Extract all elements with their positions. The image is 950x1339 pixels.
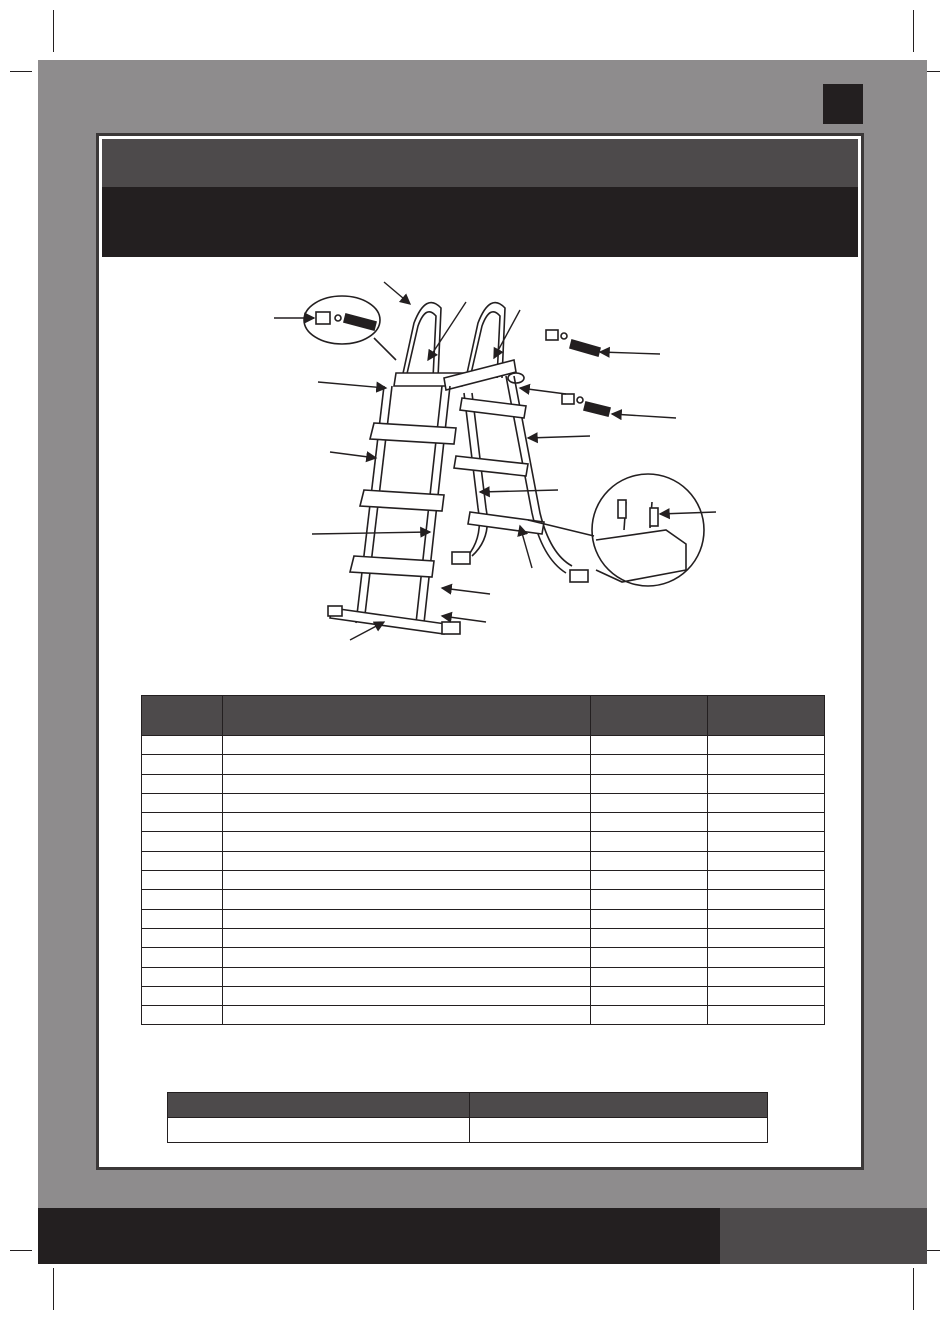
table-cell: [708, 793, 825, 812]
callout-arrow: [318, 382, 386, 388]
bolt: [570, 340, 600, 356]
table-cell: [591, 871, 708, 890]
crop-mark: [10, 1250, 32, 1251]
table-cell: [223, 871, 591, 890]
callout-arrow: [442, 588, 490, 594]
table-cell: [223, 832, 591, 851]
callout-arrow: [528, 436, 590, 438]
table-cell: [142, 736, 223, 755]
crop-mark: [53, 10, 54, 52]
table-row: [142, 793, 825, 812]
column-header: [168, 1093, 470, 1118]
ladder-parts-diagram: [266, 268, 726, 656]
crop-mark: [10, 71, 32, 72]
table-cell: [708, 832, 825, 851]
table-row: [142, 832, 825, 851]
page-number-badge: [823, 84, 863, 124]
table-cell: [142, 774, 223, 793]
table-cell: [223, 851, 591, 870]
table-cell: [708, 928, 825, 947]
crop-mark: [913, 10, 914, 52]
pin-detail-circle: [592, 474, 704, 586]
table-cell: [591, 928, 708, 947]
callout-arrow: [612, 414, 676, 418]
callout-arrow: [480, 490, 558, 492]
column-header: [223, 696, 591, 736]
column-header: [142, 696, 223, 736]
table-row: [142, 871, 825, 890]
table-row: [142, 736, 825, 755]
section-band: [102, 139, 858, 187]
bottom-stabilizer: [330, 608, 446, 634]
table-cell: [591, 909, 708, 928]
table-cell: [708, 755, 825, 774]
table-row: [142, 851, 825, 870]
column-header: [591, 696, 708, 736]
table-cell: [142, 948, 223, 967]
table-cell: [591, 813, 708, 832]
table-row: [142, 774, 825, 793]
table-cell: [708, 909, 825, 928]
crop-mark: [53, 1268, 54, 1310]
footer-bar: [38, 1208, 720, 1264]
table-cell: [591, 736, 708, 755]
table-cell: [168, 1118, 470, 1143]
step: [360, 490, 444, 511]
table-cell: [142, 832, 223, 851]
table-cell: [708, 851, 825, 870]
table-cell: [142, 967, 223, 986]
column-header: [470, 1093, 768, 1118]
model-table: [167, 1092, 768, 1143]
table-row: [142, 813, 825, 832]
table-row: [142, 928, 825, 947]
table-cell: [708, 986, 825, 1005]
table-cell: [142, 813, 223, 832]
table-cell: [142, 1006, 223, 1025]
table-cell: [223, 890, 591, 909]
table-cell: [223, 793, 591, 812]
table-cell: [591, 832, 708, 851]
table-cell: [708, 1006, 825, 1025]
table-cell: [591, 967, 708, 986]
table-cell: [142, 871, 223, 890]
section-title-band: [102, 187, 858, 257]
table-cell: [591, 948, 708, 967]
step: [370, 423, 456, 444]
table-cell: [591, 755, 708, 774]
table-cell: [223, 986, 591, 1005]
table-cell: [223, 736, 591, 755]
table-cell: [591, 986, 708, 1005]
table-cell: [470, 1118, 768, 1143]
table-cell: [142, 909, 223, 928]
table-row: [142, 986, 825, 1005]
callout-arrow: [384, 282, 410, 304]
table-cell: [223, 928, 591, 947]
table-cell: [223, 948, 591, 967]
table-cell: [142, 890, 223, 909]
callout-arrow: [442, 616, 486, 622]
table-cell: [591, 890, 708, 909]
footer-page-tab: [720, 1208, 927, 1264]
table-cell: [591, 1006, 708, 1025]
crop-mark: [913, 1268, 914, 1310]
table-row: [142, 909, 825, 928]
table-row: [142, 1006, 825, 1025]
table-row: [142, 948, 825, 967]
callout-arrow: [520, 388, 566, 394]
table-row: [142, 967, 825, 986]
table-cell: [591, 851, 708, 870]
table-cell: [708, 967, 825, 986]
callout-arrow: [350, 622, 384, 640]
table-cell: [142, 793, 223, 812]
table-cell: [142, 755, 223, 774]
table-cell: [708, 774, 825, 793]
table-cell: [708, 890, 825, 909]
callout-arrow: [600, 352, 660, 354]
parts-list-table: [141, 695, 825, 1025]
table-cell: [142, 928, 223, 947]
callout-arrow: [428, 302, 466, 360]
table-cell: [708, 813, 825, 832]
table-cell: [223, 909, 591, 928]
callout-arrow: [312, 532, 430, 534]
callout-arrow: [494, 310, 520, 358]
table-cell: [142, 851, 223, 870]
table-cell: [708, 871, 825, 890]
bolt: [584, 402, 610, 416]
table-cell: [708, 736, 825, 755]
table-cell: [223, 967, 591, 986]
table-cell: [708, 948, 825, 967]
table-cell: [591, 793, 708, 812]
table-cell: [223, 755, 591, 774]
table-row: [142, 755, 825, 774]
table-cell: [142, 986, 223, 1005]
table-cell: [223, 774, 591, 793]
table-cell: [591, 774, 708, 793]
table-row: [142, 890, 825, 909]
column-header: [708, 696, 825, 736]
callout-arrow: [330, 452, 376, 458]
table-row: [168, 1118, 768, 1143]
table-cell: [223, 813, 591, 832]
table-cell: [223, 1006, 591, 1025]
